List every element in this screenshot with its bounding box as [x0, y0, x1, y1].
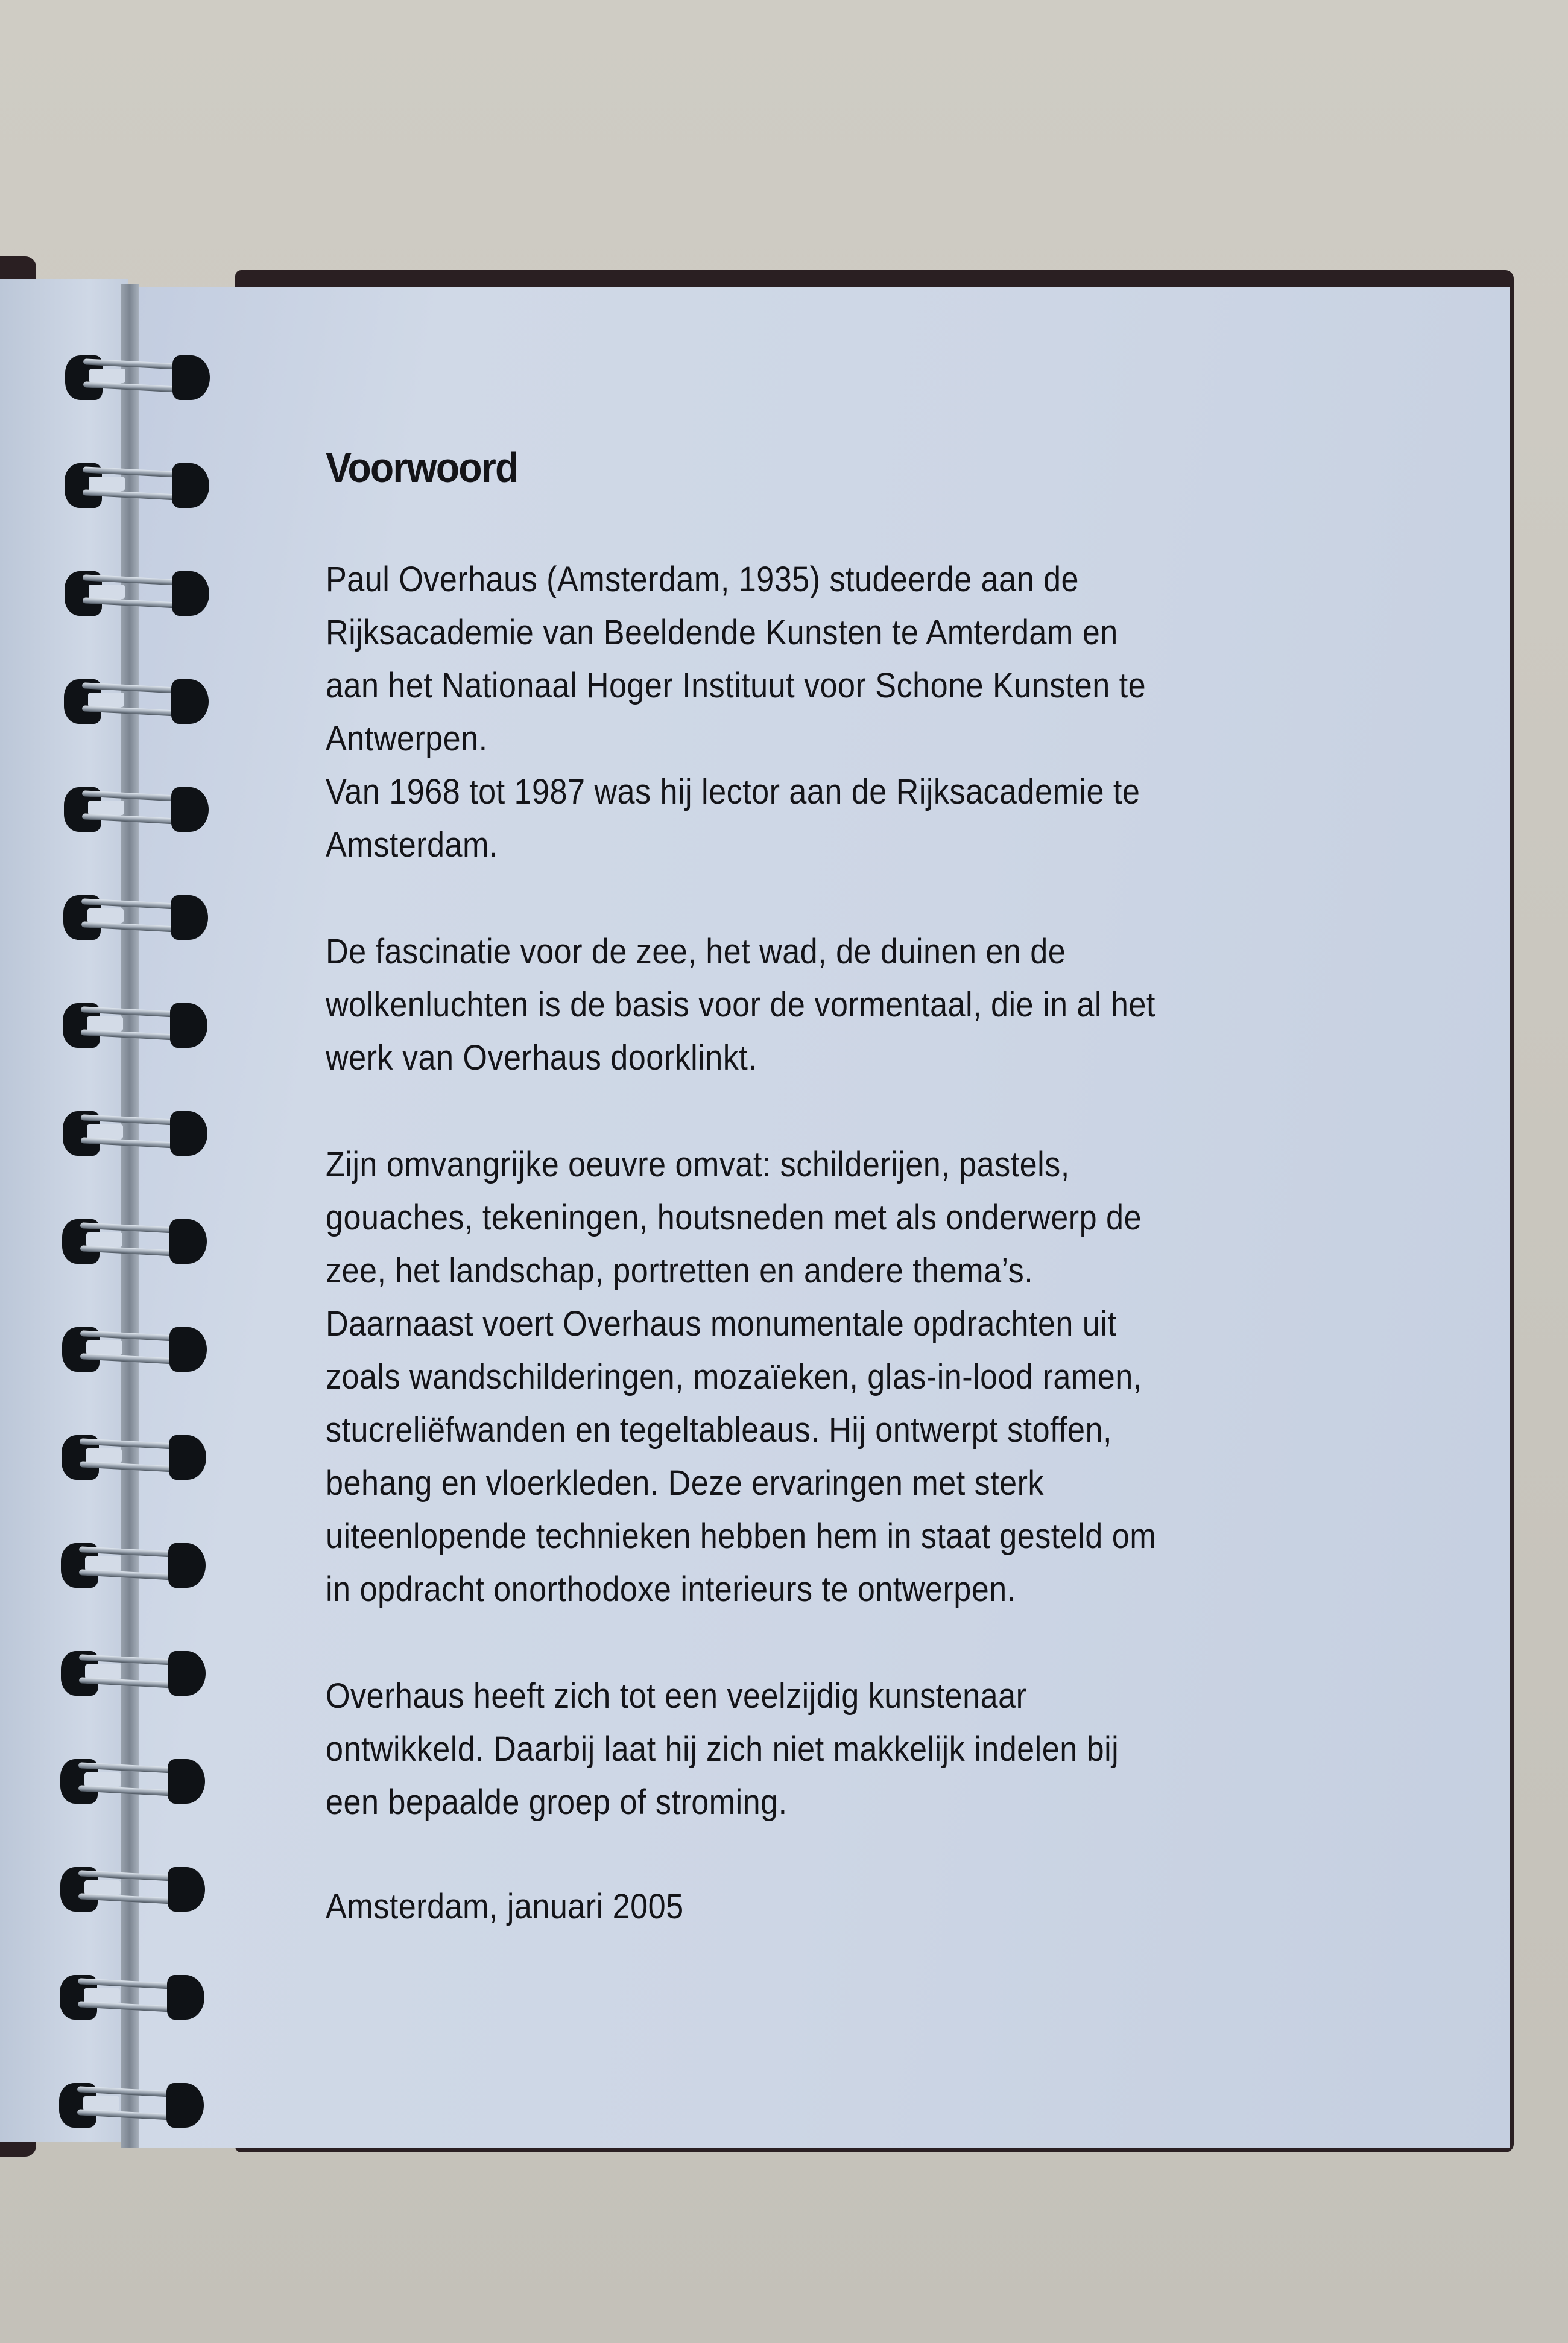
text-line: gouaches, tekeningen, houtsneden met als onderwerp de: [326, 1198, 1142, 1237]
text-line: wolkenluchten is de basis voor de vormentaal, die in al het: [326, 985, 1155, 1024]
spiral-ring-icon: [60, 1757, 205, 1805]
spiral-ring-icon: [61, 1541, 206, 1589]
text-line: zee, het landschap, portretten en andere thema’s.: [326, 1251, 1034, 1290]
spiral-ring-icon: [62, 1433, 206, 1481]
paragraph-4: [326, 1670, 1411, 1829]
text-line: De fascinatie voor de zee, het wad, de duinen en de: [326, 932, 1066, 971]
text-line: ontwikkeld. Daarbij laat hij zich niet makkelijk indelen bij: [326, 1730, 1119, 1769]
paragraph-2: [326, 925, 1411, 1085]
spiral-ring-icon: [63, 1001, 207, 1049]
signature: Amsterdam, januari 2005: [326, 1887, 684, 1926]
spiral-ring-icon: [65, 461, 209, 509]
spiral-ring-icon: [65, 353, 210, 401]
text-line: Paul Overhaus (Amsterdam, 1935) studeerde aan de: [326, 560, 1079, 599]
text-line: Amsterdam.: [326, 825, 498, 864]
text-line: zoals wandschilderingen, mozaïeken, glas-in-lood ramen,: [326, 1357, 1142, 1397]
text-line: in opdracht onorthodoxe interieurs te ontwerpen.: [326, 1570, 1016, 1609]
text-line: behang en vloerkleden. Deze ervaringen met sterk: [326, 1463, 1044, 1503]
page-title: Voorwoord: [326, 444, 518, 491]
text-line: stucreliëfwanden en tegeltableaus. Hij ontwerpt stoffen,: [326, 1410, 1112, 1450]
signature-paragraph: [326, 1880, 1411, 1933]
spiral-ring-icon: [59, 2081, 204, 2129]
text-line: aan het Nationaal Hoger Instituut voor Schone Kunsten te: [326, 666, 1146, 705]
spiral-ring-icon: [63, 1109, 207, 1157]
left-page: [0, 279, 128, 2142]
text-line: Daarnaast voert Overhaus monumentale opdrachten uit: [326, 1304, 1117, 1343]
spiral-ring-icon: [60, 1865, 205, 1913]
text-line: Van 1968 tot 1987 was hij lector aan de Rijksacademie te: [326, 772, 1140, 811]
text-line: Antwerpen.: [326, 719, 488, 758]
text-line: Zijn omvangrijke oeuvre omvat: schilderijen, pastels,: [326, 1145, 1070, 1184]
spiral-ring-icon: [63, 893, 208, 941]
spiral-ring-icon: [61, 1649, 206, 1697]
text-line: Rijksacademie van Beeldende Kunsten te Amterdam en: [326, 613, 1118, 652]
text-line: een bepaalde groep of stroming.: [326, 1783, 788, 1822]
paragraph-1: [326, 553, 1411, 872]
spiral-ring-icon: [65, 569, 209, 617]
paragraph-3: [326, 1138, 1411, 1616]
spiral-ring-icon: [60, 1973, 204, 2021]
text-line: Overhaus heeft zich tot een veelzijdig kunstenaar: [326, 1676, 1027, 1716]
spiral-ring-icon: [62, 1217, 207, 1265]
text-line: uiteenlopende technieken hebben hem in staat gesteld om: [326, 1517, 1157, 1556]
preface-text: [326, 443, 1411, 1987]
spiral-ring-icon: [64, 677, 209, 725]
spiral-ring-icon: [62, 1325, 207, 1373]
spiral-ring-icon: [64, 785, 209, 833]
text-line: werk van Overhaus doorklinkt.: [326, 1038, 757, 1077]
